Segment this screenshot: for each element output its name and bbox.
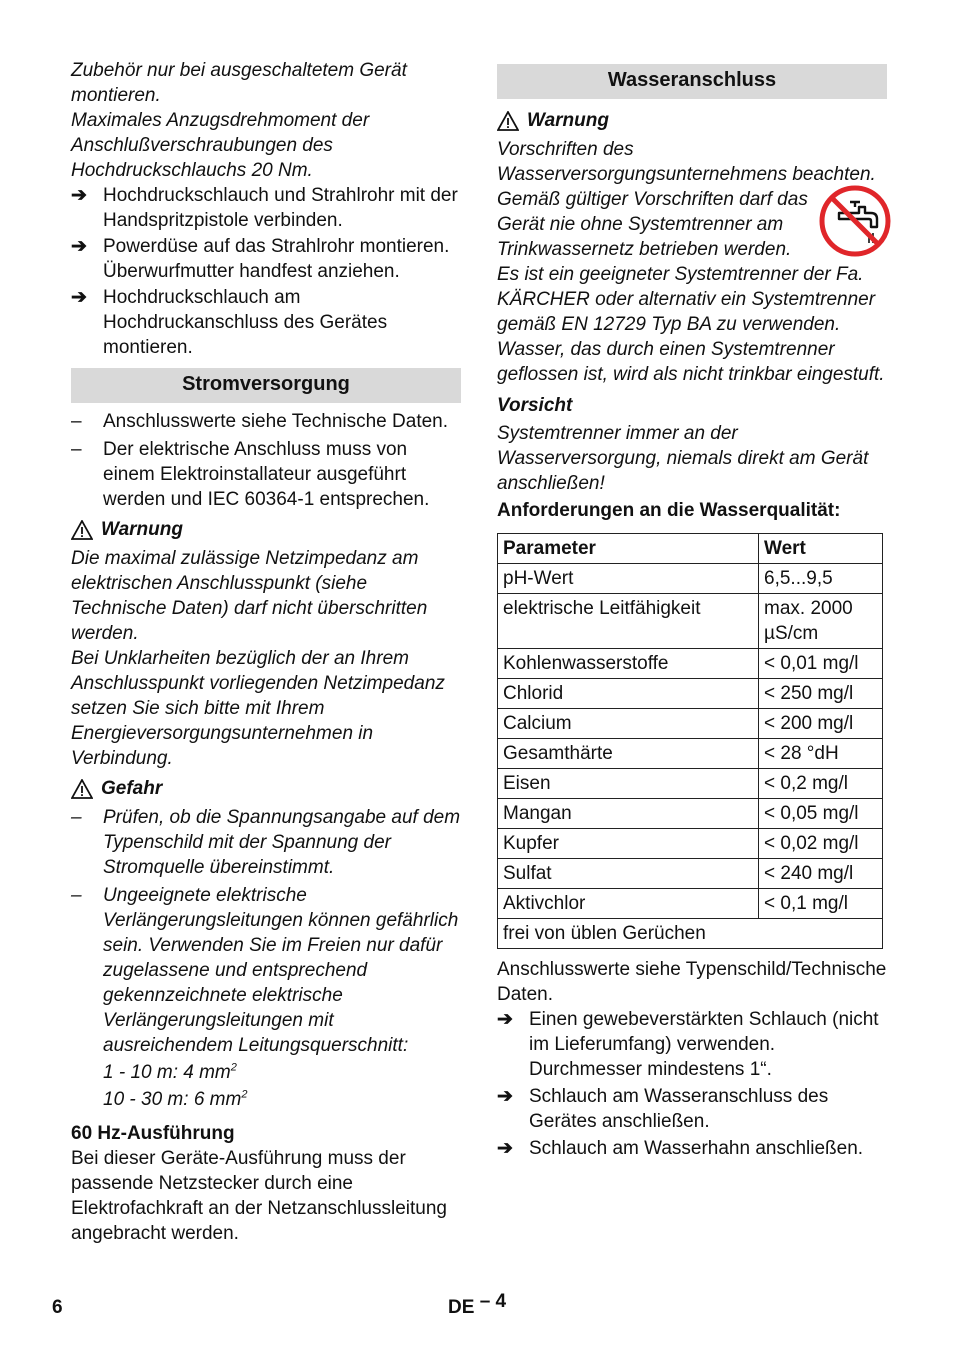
list-item: – Der elektrische Anschluss muss von einem Elektroinstallateur ausgeführt werden und IEC 60364-1 entsprechen. (71, 439, 430, 510)
connection-note: Anschlusswerte siehe Typenschild/Technische Daten. (497, 959, 887, 1005)
table-row: Chlorid < 250 mg/l (498, 679, 883, 709)
table-header: Wert (759, 534, 883, 564)
table-row: Aktivchlor < 0,1 mg/l (498, 889, 883, 919)
arrow-right-icon: ➔ (71, 236, 87, 257)
step-item: ➔ Hochdruckschlauch und Strahlrohr mit der Handspritzpistole verbinden. (71, 185, 458, 231)
section-heading-stromversorgung: Stromversorgung (71, 368, 461, 403)
warning-text: Die maximal zulässige Netzimpedanz am elektrischen Anschlusspunkt (siehe Technische Daten) darf nicht überschritten werden. (71, 548, 428, 644)
warning-triangle-icon (71, 779, 93, 799)
left-column (71, 58, 461, 1246)
table-row: Sulfat < 240 mg/l (498, 859, 883, 889)
caution-text: Systemtrenner immer an der Wasserversorgung, niemals direkt am Gerät anschließen! (497, 423, 869, 494)
section-heading-wasseranschluss: Wasseranschluss (497, 64, 887, 99)
table-header-row (498, 534, 883, 564)
warning-block (497, 187, 887, 387)
water-quality-table (497, 533, 883, 949)
intro-line: Zubehör nur bei ausgeschaltetem Gerät montieren. (71, 60, 407, 106)
hz-text: Bei dieser Geräte-Ausführung muss der passende Netzstecker durch eine Elektrofachkraft an der Netzanschlussleitung angebracht werden. (71, 1148, 447, 1244)
warning-text: Gemäß gültiger Vorschriften darf das Gerät nie ohne Systemtrenner am Trinkwassernetz betrieben werden. Es ist ein geeigneter Systemtrenner der Fa. KÄRCHER oder alternativ ein Systemtrenner gemäß EN 12729 Typ BA zu verwenden. Wasser, das durch einen Systemtrenner geflossen ist, wird als nicht trinkbar eingestuft. (497, 189, 885, 385)
intro-line: Maximales Anzugsdrehmoment der Anschlußverschraubungen des Hochdruckschlauchs 20 Nm. (71, 110, 370, 181)
language-page-label: DE – 4 (448, 1291, 507, 1318)
table-row: Kupfer < 0,02 mg/l (498, 829, 883, 859)
danger-item: – Prüfen, ob die Spannungsangabe auf dem Typenschild mit der Spannung der Stromquelle übereinstimmt. (71, 807, 461, 878)
table-row: Eisen < 0,2 mg/l (498, 769, 883, 799)
warning-triangle-icon (497, 111, 519, 131)
arrow-right-icon: ➔ (71, 185, 87, 206)
table-footer-row: frei von üblen Gerüchen (498, 919, 883, 949)
danger-heading: Gefahr (71, 776, 461, 801)
list-item: – Anschlusswerte siehe Technische Daten. (71, 411, 449, 432)
warning-heading: Warnung (497, 108, 887, 133)
table-row: Gesamthärte < 28 °dH (498, 739, 883, 769)
table-row: pH-Wert 6,5...9,5 (498, 564, 883, 594)
step-item: ➔ Powerdüse auf das Strahlrohr montieren. Überwurfmutter handfest anziehen. (71, 236, 450, 282)
danger-item: – Ungeeignete elektrische Verlängerungsleitungen können gefährlich sein. Verwenden Sie im Freien nur dafür zugelassene und entsprechend gekennzeichnete elektrische Verlängerungsleitungen mit ausreichendem Leitungsquerschnitt: (71, 885, 459, 1056)
step-item: ➔ Schlauch am Wasseranschluss des Gerätes anschließen. (497, 1086, 829, 1132)
warning-text: Bei Unklarheiten bezüglich der an Ihrem Anschlusspunkt vorliegenden Netzimpedanz setzen Sie sich bitte mit Ihrem Energieversorgungsunternehmen in Verbindung. (71, 648, 445, 769)
table-header: Parameter (498, 534, 759, 564)
table-row: Kohlenwasserstoffe < 0,01 mg/l (498, 649, 883, 679)
warning-triangle-icon (71, 520, 93, 540)
arrow-right-icon: ➔ (497, 1138, 513, 1159)
step-item: ➔ Hochdruckschlauch am Hochdruckanschluss des Gerätes montieren. (71, 287, 388, 358)
hz-heading: 60 Hz-Ausführung (71, 1123, 235, 1144)
cable-spec: 1 - 10 m: 4 $mm^2$ (103, 1061, 237, 1083)
caution-heading: Vorsicht (497, 395, 573, 416)
table-row: Calcium < 200 mg/l (498, 709, 883, 739)
no-drinking-water-icon (817, 183, 893, 259)
warning-text: Vorschriften des Wasserversorgungsunternehmens beachten. (497, 139, 876, 185)
right-column (497, 58, 887, 1161)
step-item: ➔ Schlauch am Wasserhahn anschließen. (497, 1138, 864, 1159)
step-item: ➔ Einen gewebeverstärkten Schlauch (nicht im Lieferumfang) verwenden. Durchmesser mindestens 1“. (497, 1009, 879, 1080)
cable-spec: 10 - 30 m: 6 $mm^2$ (103, 1088, 248, 1110)
table-row: Mangan < 0,05 mg/l (498, 799, 883, 829)
table-row: elektrische Leitfähigkeit max. 2000 µS/cm (498, 594, 883, 649)
arrow-right-icon: ➔ (71, 287, 87, 308)
warning-heading: Warnung (71, 517, 461, 542)
page-number: 6 (52, 1297, 63, 1318)
arrow-right-icon: ➔ (497, 1009, 513, 1030)
arrow-right-icon: ➔ (497, 1086, 513, 1107)
requirements-title: Anforderungen an die Wasserqualität: (497, 500, 841, 521)
